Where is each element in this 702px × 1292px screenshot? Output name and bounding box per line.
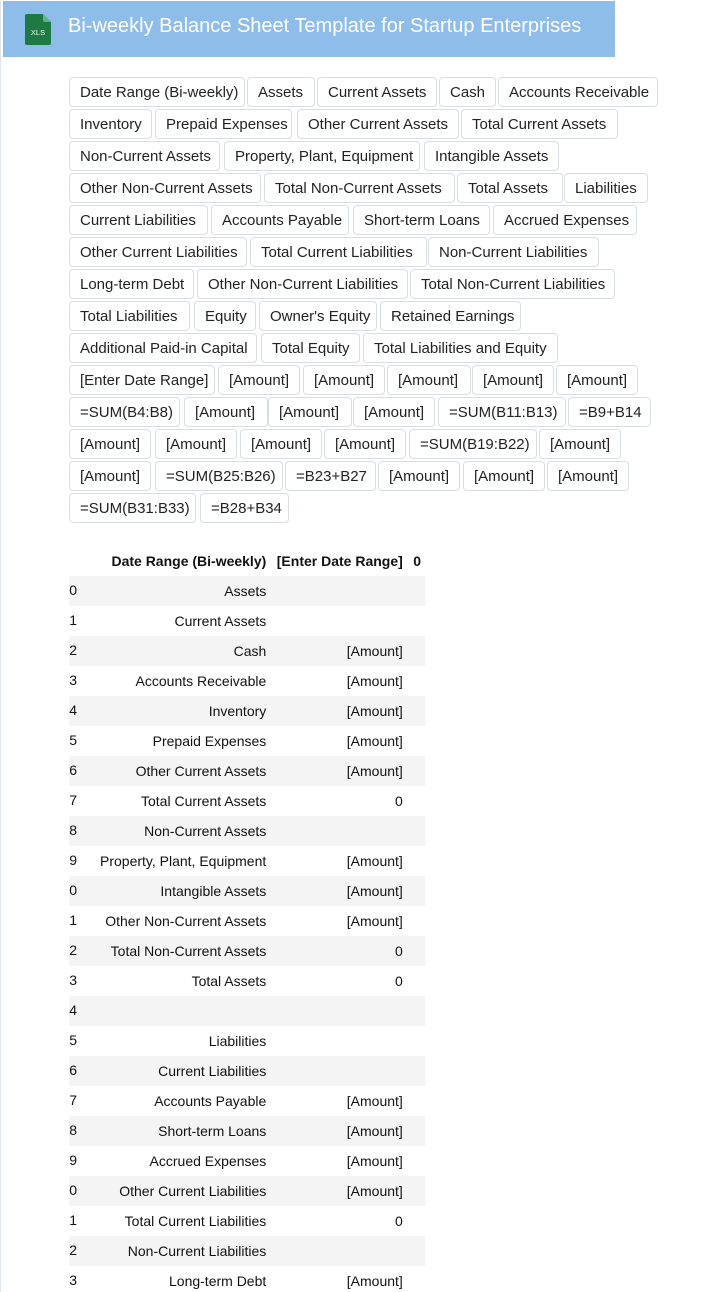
row-value-cell[interactable] <box>274 816 407 846</box>
row-extra-cell[interactable] <box>407 1116 425 1146</box>
row-index-text: 8 <box>69 1121 77 1138</box>
table-row <box>69 966 425 996</box>
table-row <box>69 606 425 636</box>
row-label-cell[interactable]: Non-Current Assets <box>144 823 267 839</box>
row-extra-cell[interactable] <box>407 1086 425 1116</box>
field-chip[interactable]: Liabilities <box>564 173 648 203</box>
row-extra-cell[interactable] <box>407 1026 425 1056</box>
row-value-cell[interactable] <box>274 606 407 636</box>
row-index-text: 9 <box>69 1151 77 1168</box>
row-index <box>69 1116 77 1146</box>
row-index-text: 2 <box>69 641 77 658</box>
row-value-cell[interactable]: [Amount] <box>346 673 403 689</box>
field-chip[interactable]: [Amount] <box>472 365 554 395</box>
field-chip[interactable]: [Amount] <box>69 461 151 491</box>
row-value-cell[interactable]: [Amount] <box>346 763 403 779</box>
row-extra-cell[interactable] <box>407 1176 425 1206</box>
row-index <box>69 726 77 756</box>
field-chip[interactable]: Total Non-Current Assets <box>264 173 455 203</box>
row-index-text: 8 <box>69 821 77 838</box>
field-chip[interactable]: Short-term Loans <box>353 205 490 235</box>
row-label-cell[interactable]: Other Current Assets <box>135 763 267 779</box>
table-row <box>69 1206 425 1236</box>
field-chip[interactable]: Accounts Receivable <box>498 77 658 107</box>
field-chip[interactable]: [Amount] <box>556 365 638 395</box>
row-extra-cell[interactable] <box>407 756 425 786</box>
field-chip[interactable]: =B9+B14 <box>568 397 651 427</box>
field-chip[interactable]: Intangible Assets <box>424 141 559 171</box>
row-value-cell[interactable]: [Amount] <box>346 1123 403 1139</box>
row-value-cell[interactable]: 0 <box>395 1213 403 1229</box>
field-chip[interactable]: [Amount] <box>387 365 471 395</box>
row-extra-cell[interactable] <box>407 1206 425 1236</box>
table-row <box>69 876 425 906</box>
row-label-cell[interactable]: Assets <box>224 583 267 599</box>
field-chip[interactable]: [Enter Date Range] <box>69 365 215 395</box>
field-chip[interactable]: Long-term Debt <box>69 269 194 299</box>
row-label-cell[interactable]: Accounts Payable <box>154 1093 267 1109</box>
field-chip[interactable]: [Amount] <box>353 397 435 427</box>
table-row <box>69 1176 425 1206</box>
table-row <box>69 996 425 1026</box>
field-chip[interactable]: [Amount] <box>268 397 352 427</box>
field-chip[interactable]: Total Equity <box>261 333 360 363</box>
row-label-cell[interactable]: Non-Current Liabilities <box>127 1243 267 1259</box>
row-label-cell[interactable]: Prepaid Expenses <box>152 733 267 749</box>
row-value-cell[interactable] <box>274 1056 407 1086</box>
row-index-text: 2 <box>69 1241 77 1258</box>
field-chip[interactable]: [Amount] <box>69 429 151 459</box>
row-extra-cell[interactable] <box>407 936 425 966</box>
row-index <box>69 606 77 636</box>
row-index <box>69 666 77 696</box>
field-chip[interactable]: =B23+B27 <box>285 461 376 491</box>
row-index-text: 6 <box>69 1061 77 1078</box>
row-index-text: 4 <box>69 1001 77 1018</box>
row-label-cell[interactable]: Accounts Receivable <box>135 673 267 689</box>
field-chip[interactable]: Owner's Equity <box>259 301 377 331</box>
row-label-cell[interactable]: Cash <box>233 643 267 659</box>
row-value-cell[interactable]: [Amount] <box>346 1153 403 1169</box>
app-header <box>3 1 615 57</box>
field-chip[interactable]: Total Non-Current Liabilities <box>410 269 615 299</box>
column-header-zero[interactable]: 0 <box>413 553 421 569</box>
table-row <box>69 846 425 876</box>
row-index-text: 1 <box>69 1211 77 1228</box>
row-index-text: 3 <box>69 971 77 988</box>
row-label-cell[interactable]: Current Liabilities <box>158 1063 267 1079</box>
row-index <box>69 1176 77 1206</box>
row-label-cell[interactable]: Long-term Debt <box>169 1273 267 1289</box>
row-index <box>69 1086 77 1116</box>
row-extra-cell[interactable] <box>407 846 425 876</box>
row-extra-cell[interactable] <box>407 606 425 636</box>
row-extra-cell[interactable] <box>407 876 425 906</box>
row-index-text: 0 <box>69 881 77 898</box>
row-label-cell[interactable]: Total Non-Current Assets <box>110 943 267 959</box>
row-extra-cell[interactable] <box>407 1236 425 1266</box>
table-header-row <box>69 546 425 576</box>
field-chip[interactable]: Total Liabilities and Equity <box>363 333 558 363</box>
field-chip[interactable]: Equity <box>194 301 256 331</box>
field-chip[interactable]: =SUM(B31:B33) <box>69 493 196 523</box>
row-label-cell[interactable]: Total Current Assets <box>141 793 267 809</box>
field-chip[interactable]: Accounts Payable <box>211 205 349 235</box>
field-chip[interactable]: Other Non-Current Liabilities <box>197 269 408 299</box>
row-index <box>69 1026 77 1056</box>
row-index <box>69 1146 77 1176</box>
row-index <box>69 906 77 936</box>
table-row <box>69 1236 425 1266</box>
table-row <box>69 636 425 666</box>
column-header-date-range[interactable]: Date Range (Bi-weekly) <box>111 553 267 569</box>
row-value-cell[interactable]: [Amount] <box>346 1093 403 1109</box>
row-value-cell[interactable]: [Amount] <box>346 733 403 749</box>
row-label-cell[interactable]: Inventory <box>208 703 267 719</box>
field-chip[interactable]: =SUM(B19:B22) <box>409 429 537 459</box>
row-extra-cell[interactable] <box>407 576 425 606</box>
row-value-cell[interactable]: [Amount] <box>346 643 403 659</box>
row-value-cell[interactable]: [Amount] <box>346 1183 403 1199</box>
row-value-cell[interactable]: 0 <box>395 943 403 959</box>
table-row <box>69 726 425 756</box>
row-extra-cell[interactable] <box>407 966 425 996</box>
row-extra-cell[interactable] <box>407 1266 425 1292</box>
table-row <box>69 1146 425 1176</box>
field-chip[interactable]: Non-Current Liabilities <box>428 237 599 267</box>
field-chip[interactable]: [Amount] <box>155 429 237 459</box>
page-title: Bi-weekly Balance Sheet Template for Startup Enterprises <box>68 15 582 37</box>
row-index <box>69 966 77 996</box>
field-chip[interactable]: [Amount] <box>547 461 629 491</box>
field-chip[interactable]: [Amount] <box>218 365 300 395</box>
row-extra-cell[interactable] <box>407 1056 425 1086</box>
row-extra-cell[interactable] <box>407 816 425 846</box>
row-index-text: 3 <box>69 1271 77 1288</box>
field-chip[interactable]: [Amount] <box>539 429 621 459</box>
row-value-cell[interactable] <box>274 1026 407 1056</box>
xls-file-icon <box>25 14 51 45</box>
field-chip[interactable]: Other Non-Current Assets <box>69 173 261 203</box>
column-header-enter-date-range[interactable]: [Enter Date Range] <box>276 553 403 569</box>
row-value-cell[interactable]: [Amount] <box>346 853 403 869</box>
row-index-text: 1 <box>69 911 77 928</box>
row-value-cell[interactable]: [Amount] <box>346 913 403 929</box>
field-chip[interactable]: Current Assets <box>317 77 437 107</box>
row-index-text: 0 <box>69 1181 77 1198</box>
field-chip[interactable]: [Amount] <box>324 429 406 459</box>
row-extra-cell[interactable] <box>407 696 425 726</box>
field-chip[interactable]: Other Current Assets <box>297 109 459 139</box>
table-row <box>69 786 425 816</box>
field-chip[interactable]: Property, Plant, Equipment <box>224 141 420 171</box>
table-row <box>69 906 425 936</box>
field-chip[interactable]: [Amount] <box>463 461 545 491</box>
table-row <box>69 756 425 786</box>
row-index <box>69 996 77 1026</box>
field-chip[interactable]: Additional Paid-in Capital <box>69 333 257 363</box>
field-chip[interactable]: Total Liabilities <box>69 301 190 331</box>
row-index <box>69 876 77 906</box>
row-index <box>69 1206 77 1236</box>
row-index <box>69 696 77 726</box>
table-row <box>69 816 425 846</box>
data-table-viewport[interactable] <box>69 546 433 1292</box>
field-chip[interactable]: Prepaid Expenses <box>155 109 292 139</box>
field-chip[interactable]: [Amount] <box>184 397 268 427</box>
field-chip[interactable]: =SUM(B11:B13) <box>438 397 566 427</box>
row-label-cell[interactable] <box>77 996 274 1026</box>
table-row <box>69 936 425 966</box>
row-index <box>69 1266 77 1292</box>
index-header <box>69 546 77 576</box>
row-index-text: 5 <box>69 731 77 748</box>
row-value-cell[interactable]: 0 <box>395 973 403 989</box>
field-chip[interactable]: =B28+B34 <box>200 493 289 523</box>
row-index-text: 7 <box>69 791 77 808</box>
table-row <box>69 1266 425 1292</box>
field-chip[interactable]: Other Current Liabilities <box>69 237 247 267</box>
row-index <box>69 846 77 876</box>
field-chip[interactable]: =SUM(B4:B8) <box>69 397 180 427</box>
table-row <box>69 696 425 726</box>
row-extra-cell[interactable] <box>407 666 425 696</box>
row-index <box>69 786 77 816</box>
field-chip[interactable]: Non-Current Assets <box>69 141 220 171</box>
field-chip[interactable]: Accrued Expenses <box>493 205 637 235</box>
row-index <box>69 756 77 786</box>
row-index <box>69 936 77 966</box>
balance-sheet-table <box>69 546 425 1292</box>
table-row <box>69 666 425 696</box>
field-chip[interactable]: Date Range (Bi-weekly) <box>69 77 245 107</box>
row-label-cell[interactable]: Property, Plant, Equipment <box>100 853 267 869</box>
row-index-text: 7 <box>69 1091 77 1108</box>
field-chip[interactable]: Retained Earnings <box>380 301 521 331</box>
row-value-cell[interactable]: [Amount] <box>346 703 403 719</box>
row-extra-cell[interactable] <box>407 636 425 666</box>
row-label-cell[interactable]: Liabilities <box>208 1033 267 1049</box>
row-index <box>69 1056 77 1086</box>
table-row <box>69 576 425 606</box>
row-extra-cell[interactable] <box>407 906 425 936</box>
row-index-text: 6 <box>69 761 77 778</box>
table-row <box>69 1056 425 1086</box>
field-chip[interactable]: Cash <box>439 77 496 107</box>
row-index-text: 9 <box>69 851 77 868</box>
row-extra-cell[interactable] <box>407 1146 425 1176</box>
row-index-text: 3 <box>69 671 77 688</box>
row-value-cell[interactable]: [Amount] <box>346 883 403 899</box>
row-value-cell[interactable] <box>274 576 407 606</box>
field-chip[interactable]: Total Current Assets <box>461 109 618 139</box>
field-chip[interactable]: [Amount] <box>378 461 460 491</box>
row-value-cell[interactable] <box>274 1236 407 1266</box>
row-label-cell[interactable]: Intangible Assets <box>160 883 267 899</box>
table-row <box>69 1026 425 1056</box>
row-extra-cell[interactable] <box>407 726 425 756</box>
field-chip[interactable]: [Amount] <box>240 429 322 459</box>
row-value-cell[interactable]: 0 <box>395 793 403 809</box>
row-index-text: 4 <box>69 701 77 718</box>
field-chip[interactable]: Assets <box>247 77 315 107</box>
table-row <box>69 1086 425 1116</box>
xls-icon-label: XLS <box>30 28 46 37</box>
row-label-cell[interactable]: Total Assets <box>191 973 267 989</box>
row-index-text: 1 <box>69 611 77 628</box>
row-label-cell[interactable]: Accrued Expenses <box>149 1153 267 1169</box>
field-chip[interactable]: Total Assets <box>457 173 563 203</box>
field-chip[interactable]: [Amount] <box>303 365 385 395</box>
row-label-cell[interactable]: Total Current Liabilities <box>124 1213 267 1229</box>
row-index-text: 5 <box>69 1031 77 1048</box>
row-extra-cell[interactable] <box>407 786 425 816</box>
row-index <box>69 816 77 846</box>
row-value-cell[interactable]: [Amount] <box>346 1273 403 1289</box>
field-chip[interactable]: Current Liabilities <box>69 205 208 235</box>
field-chip[interactable]: Total Current Liabilities <box>250 237 427 267</box>
row-extra-cell[interactable] <box>407 996 425 1026</box>
row-label-cell[interactable]: Current Assets <box>174 613 267 629</box>
row-index <box>69 1236 77 1266</box>
row-value-cell[interactable] <box>274 996 407 1026</box>
row-label-cell[interactable]: Short-term Loans <box>158 1123 267 1139</box>
row-label-cell[interactable]: Other Current Liabilities <box>119 1183 267 1199</box>
field-chip[interactable]: Inventory <box>69 109 152 139</box>
row-index-text: 2 <box>69 941 77 958</box>
field-chip[interactable]: =SUM(B25:B26) <box>155 461 283 491</box>
row-index <box>69 636 77 666</box>
row-label-cell[interactable]: Other Non-Current Assets <box>105 913 267 929</box>
row-index <box>69 576 77 606</box>
table-row <box>69 1116 425 1146</box>
row-index-text: 0 <box>69 581 77 598</box>
